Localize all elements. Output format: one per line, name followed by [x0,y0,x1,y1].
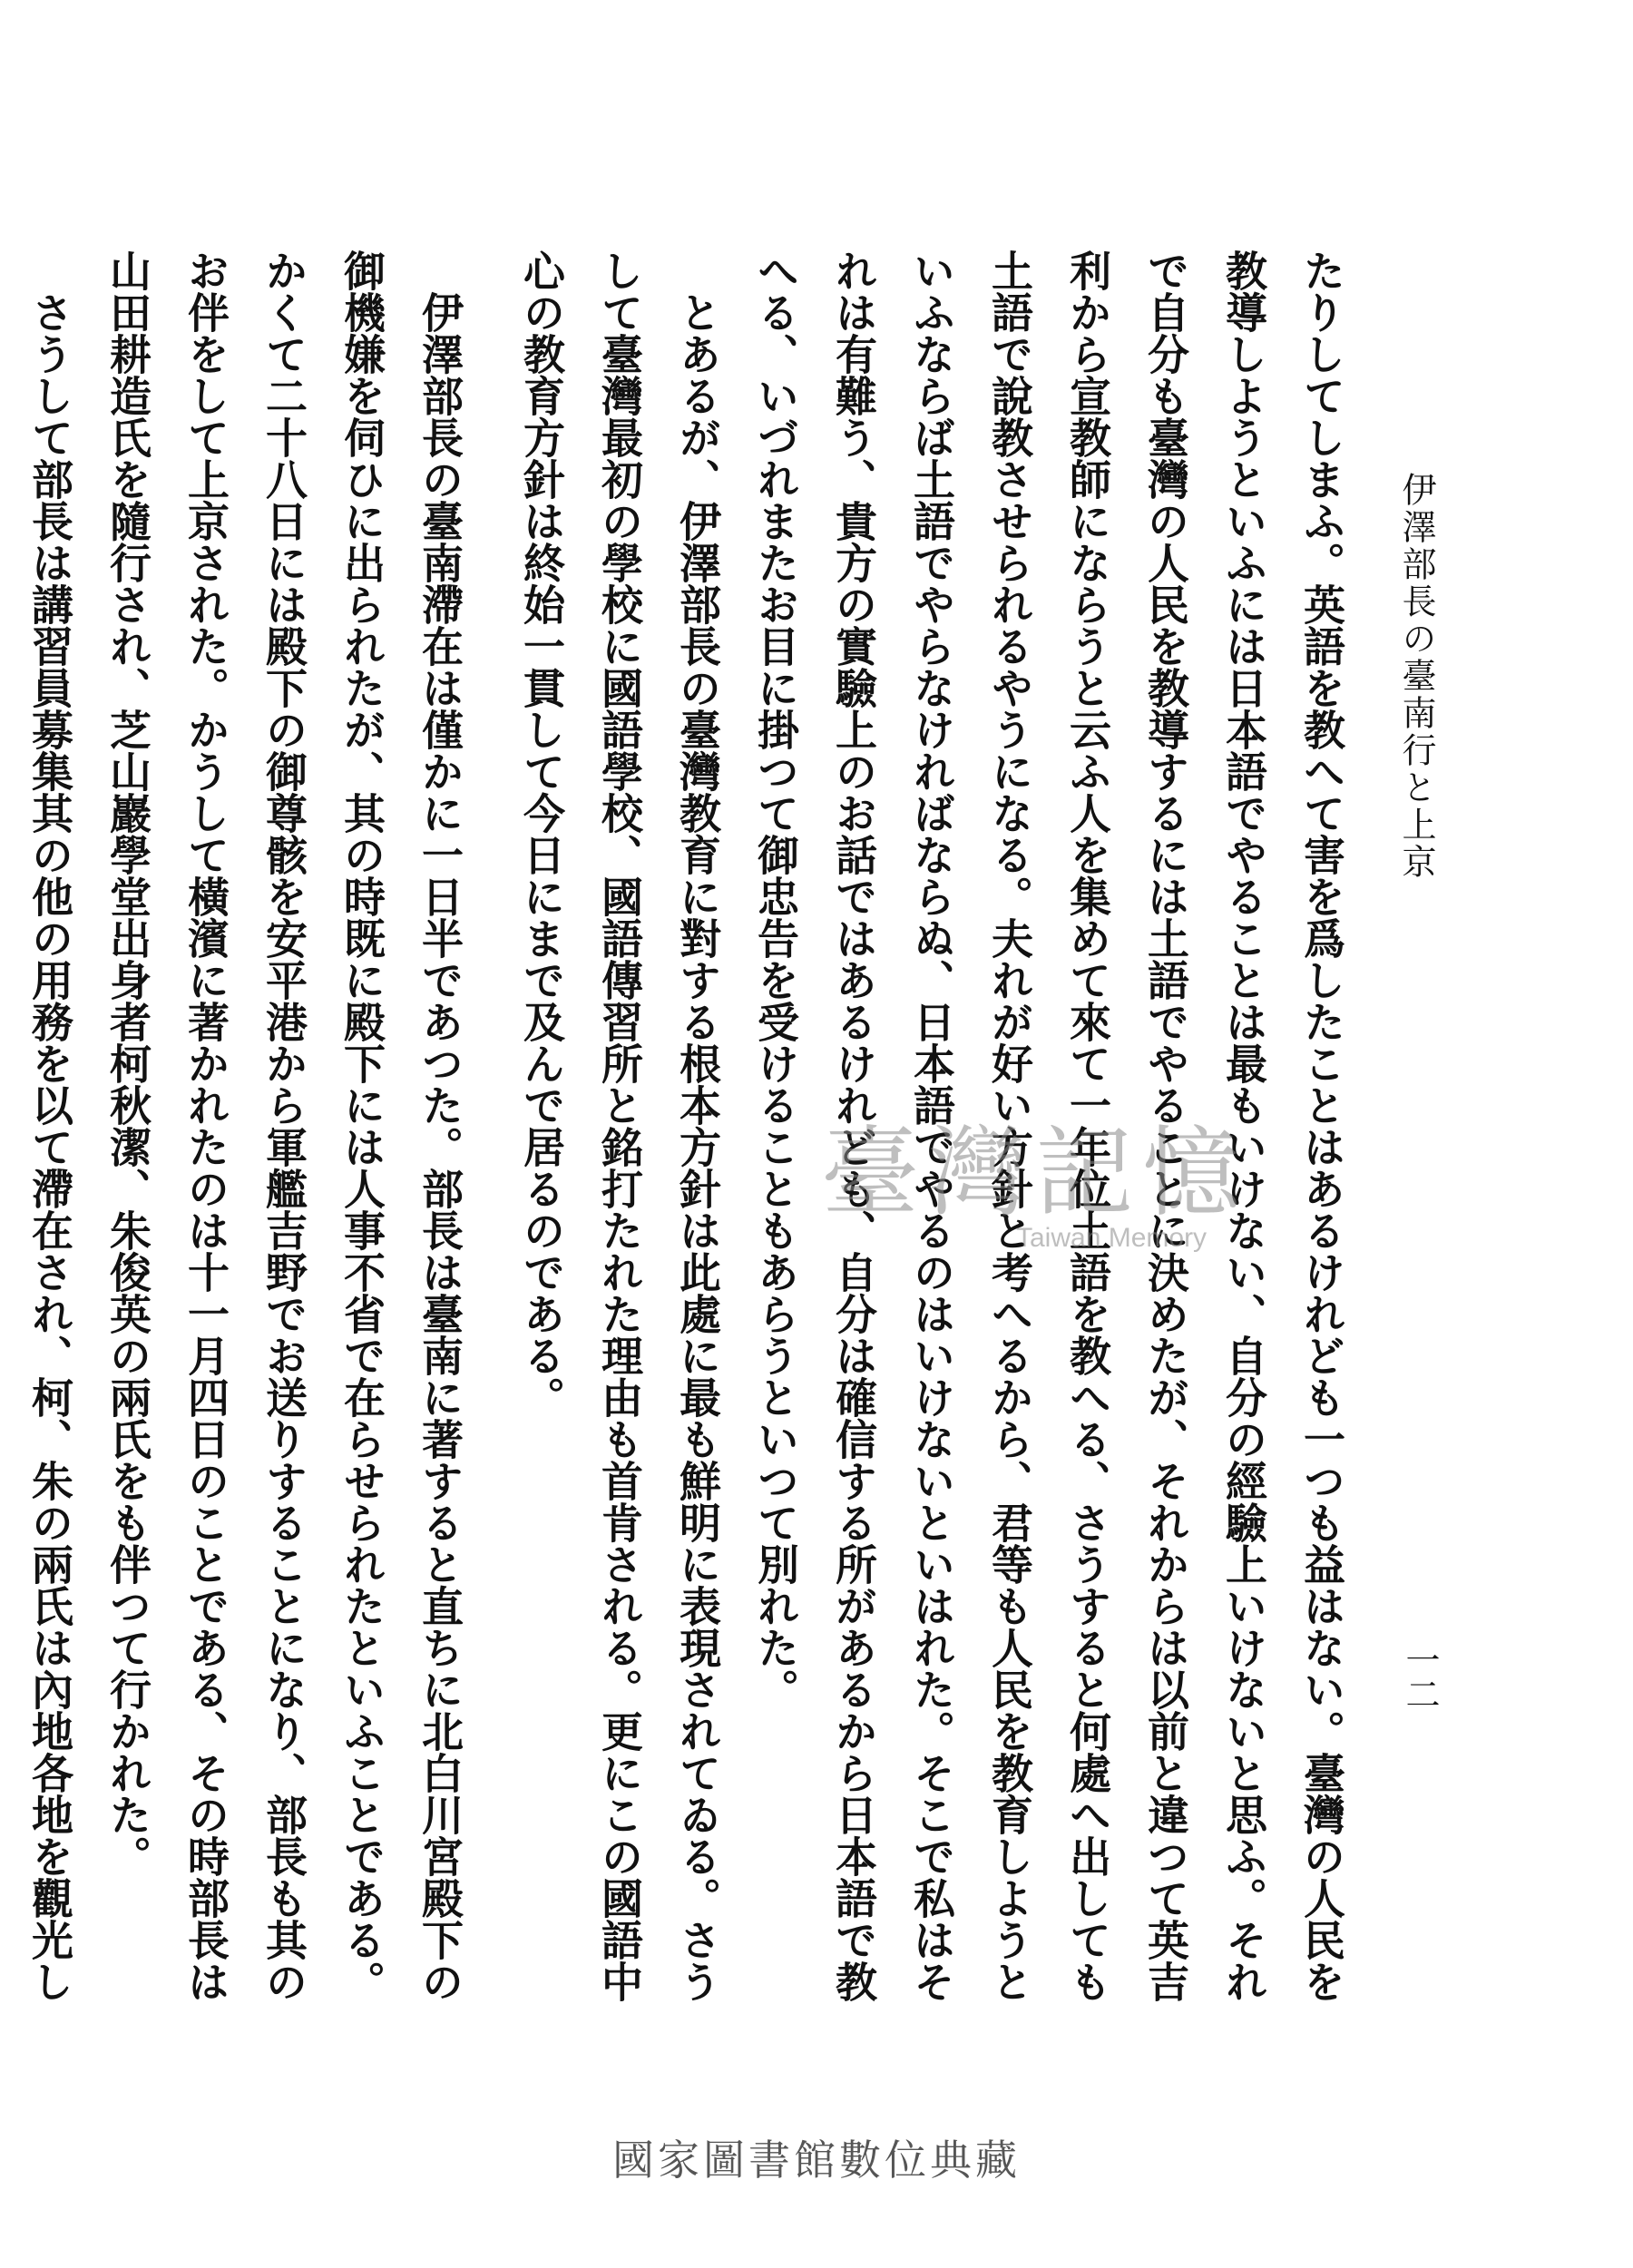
watermark-subtitle: Taiwan Memory [1016,1223,1208,1253]
body-text [0,249,1361,2023]
paragraph-1: たりしてしまふ。英語を教へて害を爲したことはあるけれども一つも益はない。臺灣の人民を教導しようといふには日本語でやることは最もいけない、自分の經驗上いけないと思ふ。それで自分も臺灣の人民を教導するには土語でやることに決めたが、それからは以前と違つて英吉利から宣教師にならうと云ふ人を集めて來て一年位土語を教へる、さうすると何處へ出しても土語で說教させられるやうになる。夫れが好い方針と考へるから、君等も人民を教育しようといふならば土語でやらなければならぬ、日本語でやるのはいけないといはれた。そこで私はそれは有難う、貴方の實驗上のお話ではあるけれども、自分は確信する所があるから日本語で教へる、いづれまたお目に掛つて御忠告を受けることもあらうといつて別れた。 [751,249,1346,2002]
page-number: 一二 [1400,1642,1440,1711]
paragraph-4: さうして部長は講習員募集其の他の用務を以て滯在され、柯、朱の兩氏は內地各地を觀光し [25,291,74,2002]
paragraph-3: 伊澤部長の臺南滯在は僅かに一日半であつた。部長は臺南に著すると直ちに北白川宮殿下の御機嫌を伺ひに出られたが、其の時既に殿下には人事不省で在らせられたといふことである。かくて二十八日には殿下の御尊骸を安平港から軍艦吉野でお送りすることになり、部長も其のお伴をして上京された。かうして橫濱に著かれたのは十一月四日のことである、その時部長は山田耕造氏を隨行され、芝山巖學堂出身者柯秋潔、朱俊英の兩氏をも伴つて行かれた。 [103,249,464,2002]
footer-caption: 國家圖書館數位典藏 [612,2136,1021,2185]
running-head: 伊澤部長の臺南行と上京 [1396,472,1436,881]
watermark-title: 臺灣記憶 [821,1117,1250,1230]
paragraph-2: とあるが、伊澤部長の臺灣教育に對する根本方針は此處に最も鮮明に表現されてゐる。さうして臺灣最初の學校に國語學校、國語傳習所と銘打たれた理由も首肯される。更にこの國語中心の教育方針は終始一貫して今日にまで及んで居るのである。 [517,249,722,2002]
